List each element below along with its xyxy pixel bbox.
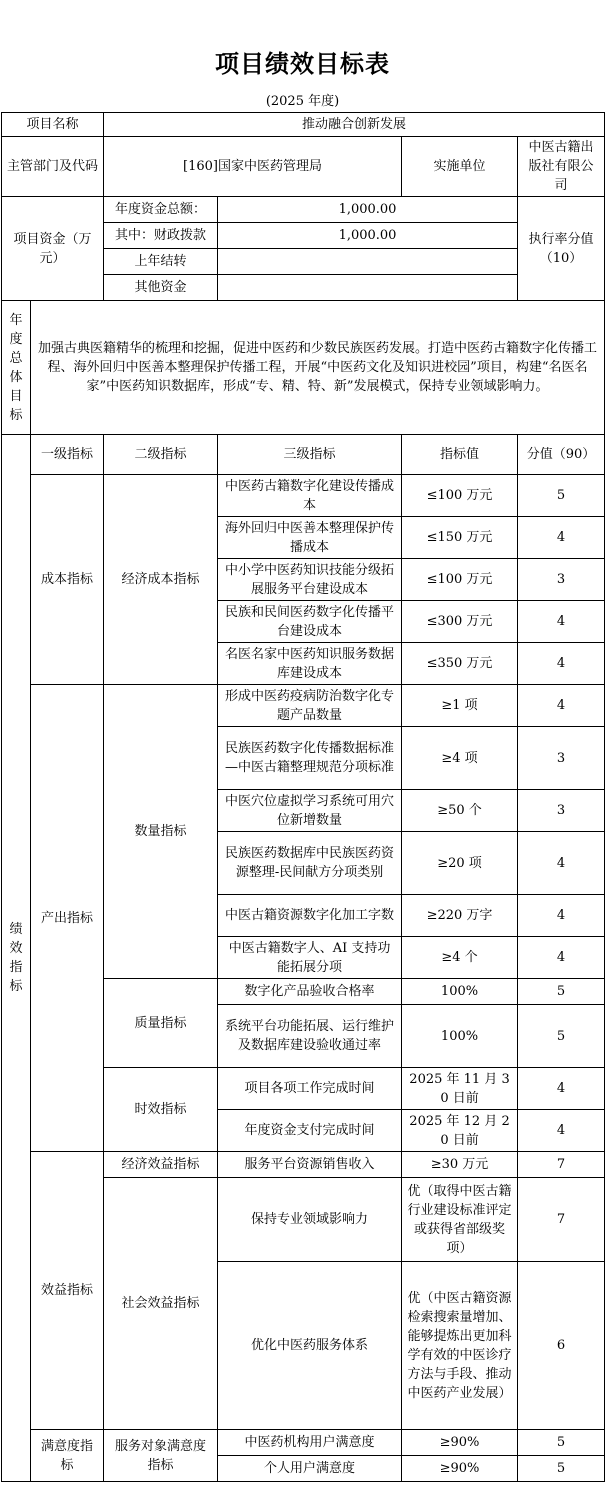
indicator-value: 优（中医古籍资源检索搜索量增加、能够提炼出更加科学有效的中医诊疗方法与手段、推动中医药产业发展）: [402, 1262, 518, 1430]
indicator-score: 4: [518, 937, 605, 979]
group-timeliness: 时效指标: [104, 1068, 218, 1152]
indicator-name: 项目各项工作完成时间: [218, 1068, 402, 1110]
page-subtitle: (2025 年度): [265, 94, 340, 109]
implementing-unit-value: 中医古籍出版社有限公司: [518, 137, 605, 197]
indicator-value: 2025 年 12 月 20 日前: [402, 1110, 518, 1152]
funds-total-label: 年度资金总额：: [104, 197, 218, 223]
indicator-score: 4: [518, 517, 605, 559]
indicator-name: 中医古籍资源数字化加工字数: [218, 895, 402, 937]
funds-total-value: 1,000.00: [218, 197, 518, 223]
table-row: [2, 685, 605, 727]
indicator-score: 5: [518, 1430, 605, 1456]
indicator-value: ≤300 万元: [402, 601, 518, 643]
group-satisfaction: 满意度指标: [31, 1430, 104, 1482]
indicator-value: ≥4 个: [402, 937, 518, 979]
indicator-score: 3: [518, 790, 605, 832]
indicator-value: ≤100 万元: [402, 559, 518, 601]
indicator-header-row: [2, 435, 605, 475]
performance-indicator-label: 绩效指标: [2, 435, 31, 1482]
table-row: [2, 1152, 605, 1178]
group-cost: 成本指标: [31, 475, 104, 685]
indicator-score: 5: [518, 1005, 605, 1068]
indicator-value: ≥220 万字: [402, 895, 518, 937]
indicator-name: 海外回归中医善本整理保护传播成本: [218, 517, 402, 559]
indicator-value: 100%: [402, 979, 518, 1005]
funds-fiscal-value: 1,000.00: [218, 223, 518, 249]
indicator-name: 优化中医药服务体系: [218, 1262, 402, 1430]
group-benefit: 效益指标: [31, 1152, 104, 1430]
funds-carryover-label: 上年结转: [104, 249, 218, 275]
indicator-name: 中医药机构用户满意度: [218, 1430, 402, 1456]
department-value: [160]国家中医药管理局: [104, 137, 402, 197]
group-quality: 质量指标: [104, 979, 218, 1068]
department-row: [2, 137, 605, 197]
table-row: [2, 475, 605, 517]
indicator-name: 中医药古籍数字化建设传播成本: [218, 475, 402, 517]
funds-other-value: [218, 275, 518, 301]
header-level3: 三级指标: [218, 435, 402, 475]
indicator-value: ≤350 万元: [402, 643, 518, 685]
indicator-value: 100%: [402, 1005, 518, 1068]
objective-label: 年度总体目标: [2, 301, 31, 435]
indicator-score: 4: [518, 643, 605, 685]
indicator-name: 民族和民间医药数字化传播平台建设成本: [218, 601, 402, 643]
table-row: [2, 1430, 605, 1456]
objective-text: 加强古典医籍精华的梳理和挖掘，促进中医药和少数民族医药发展。打造中医药古籍数字化传播工程、海外回归中医善本整理保护传播工程，开展“中医药文化及知识进校园”项目，构建“名医名家”中医药知识数据库，形成“专、精、特、新”发展模式，保持专业领域影响力。: [31, 301, 605, 435]
funds-total-row: [2, 197, 605, 223]
indicator-value: ≤100 万元: [402, 475, 518, 517]
indicator-score: 5: [518, 1456, 605, 1482]
project-name-row: [2, 113, 605, 137]
indicator-name: 中小学中医药知识技能分级拓展服务平台建设成本: [218, 559, 402, 601]
performance-table: [1, 112, 605, 1482]
indicator-name: 数字化产品验收合格率: [218, 979, 402, 1005]
indicator-name: 民族医药数据库中民族医药资源整理-民间献方分项类别: [218, 832, 402, 895]
indicator-value: ≤150 万元: [402, 517, 518, 559]
department-label: 主管部门及代码: [2, 137, 104, 197]
indicator-name: 中医古籍数字人、AI 支持功能拓展分项: [218, 937, 402, 979]
indicator-score: 7: [518, 1178, 605, 1262]
execution-rate-label: 执行率分值（10）: [518, 197, 605, 301]
indicator-value: 优（取得中医古籍行业建设标准评定或获得省部级奖项）: [402, 1178, 518, 1262]
indicator-score: 4: [518, 685, 605, 727]
project-name-label: 项目名称: [2, 113, 104, 137]
group-social-benefit: 社会效益指标: [104, 1178, 218, 1430]
indicator-name: 系统平台功能拓展、运行维护及数据库建设验收通过率: [218, 1005, 402, 1068]
indicator-score: 4: [518, 832, 605, 895]
indicator-name: 中医穴位虚拟学习系统可用穴位新增数量: [218, 790, 402, 832]
objective-row: [2, 301, 605, 435]
indicator-score: 4: [518, 1068, 605, 1110]
implementing-unit-label: 实施单位: [402, 137, 518, 197]
indicator-score: 5: [518, 979, 605, 1005]
header-score: 分值（90）: [518, 435, 605, 475]
indicator-score: 5: [518, 475, 605, 517]
funds-fiscal-label: 其中：财政拨款: [104, 223, 218, 249]
indicator-value: ≥90%: [402, 1430, 518, 1456]
indicator-score: 3: [518, 727, 605, 790]
indicator-value: ≥20 项: [402, 832, 518, 895]
group-econ-benefit: 经济效益指标: [104, 1152, 218, 1178]
indicator-value: ≥90%: [402, 1456, 518, 1482]
indicator-value: ≥30 万元: [402, 1152, 518, 1178]
page-title: 项目绩效目标表: [215, 50, 390, 78]
indicator-score: 3: [518, 559, 605, 601]
group-output: 产出指标: [31, 685, 104, 1152]
project-name-value: 推动融合创新发展: [104, 113, 605, 137]
indicator-name: 保持专业领域影响力: [218, 1178, 402, 1262]
indicator-name: 个人用户满意度: [218, 1456, 402, 1482]
group-service-satisfaction: 服务对象满意度指标: [104, 1430, 218, 1482]
indicator-value: 2025 年 11 月 30 日前: [402, 1068, 518, 1110]
indicator-name: 名医名家中医药知识服务数据库建设成本: [218, 643, 402, 685]
indicator-name: 年度资金支付完成时间: [218, 1110, 402, 1152]
indicator-value: ≥50 个: [402, 790, 518, 832]
funds-carryover-value: [218, 249, 518, 275]
indicator-score: 4: [518, 601, 605, 643]
header-level1: 一级指标: [31, 435, 104, 475]
indicator-value: ≥1 项: [402, 685, 518, 727]
funds-other-label: 其他资金: [104, 275, 218, 301]
funds-label: 项目资金（万元）: [2, 197, 104, 301]
indicator-score: 6: [518, 1262, 605, 1430]
indicator-name: 民族医药数字化传播数据标准—中医古籍整理规范分项标准: [218, 727, 402, 790]
group-econ-cost: 经济成本指标: [104, 475, 218, 685]
indicator-score: 4: [518, 1110, 605, 1152]
indicator-score: 4: [518, 895, 605, 937]
header-level2: 二级指标: [104, 435, 218, 475]
indicator-name: 形成中医药疫病防治数字化专题产品数量: [218, 685, 402, 727]
indicator-value: ≥4 项: [402, 727, 518, 790]
indicator-name: 服务平台资源销售收入: [218, 1152, 402, 1178]
indicator-score: 7: [518, 1152, 605, 1178]
group-quantity: 数量指标: [104, 685, 218, 979]
header-indicator-value: 指标值: [402, 435, 518, 475]
